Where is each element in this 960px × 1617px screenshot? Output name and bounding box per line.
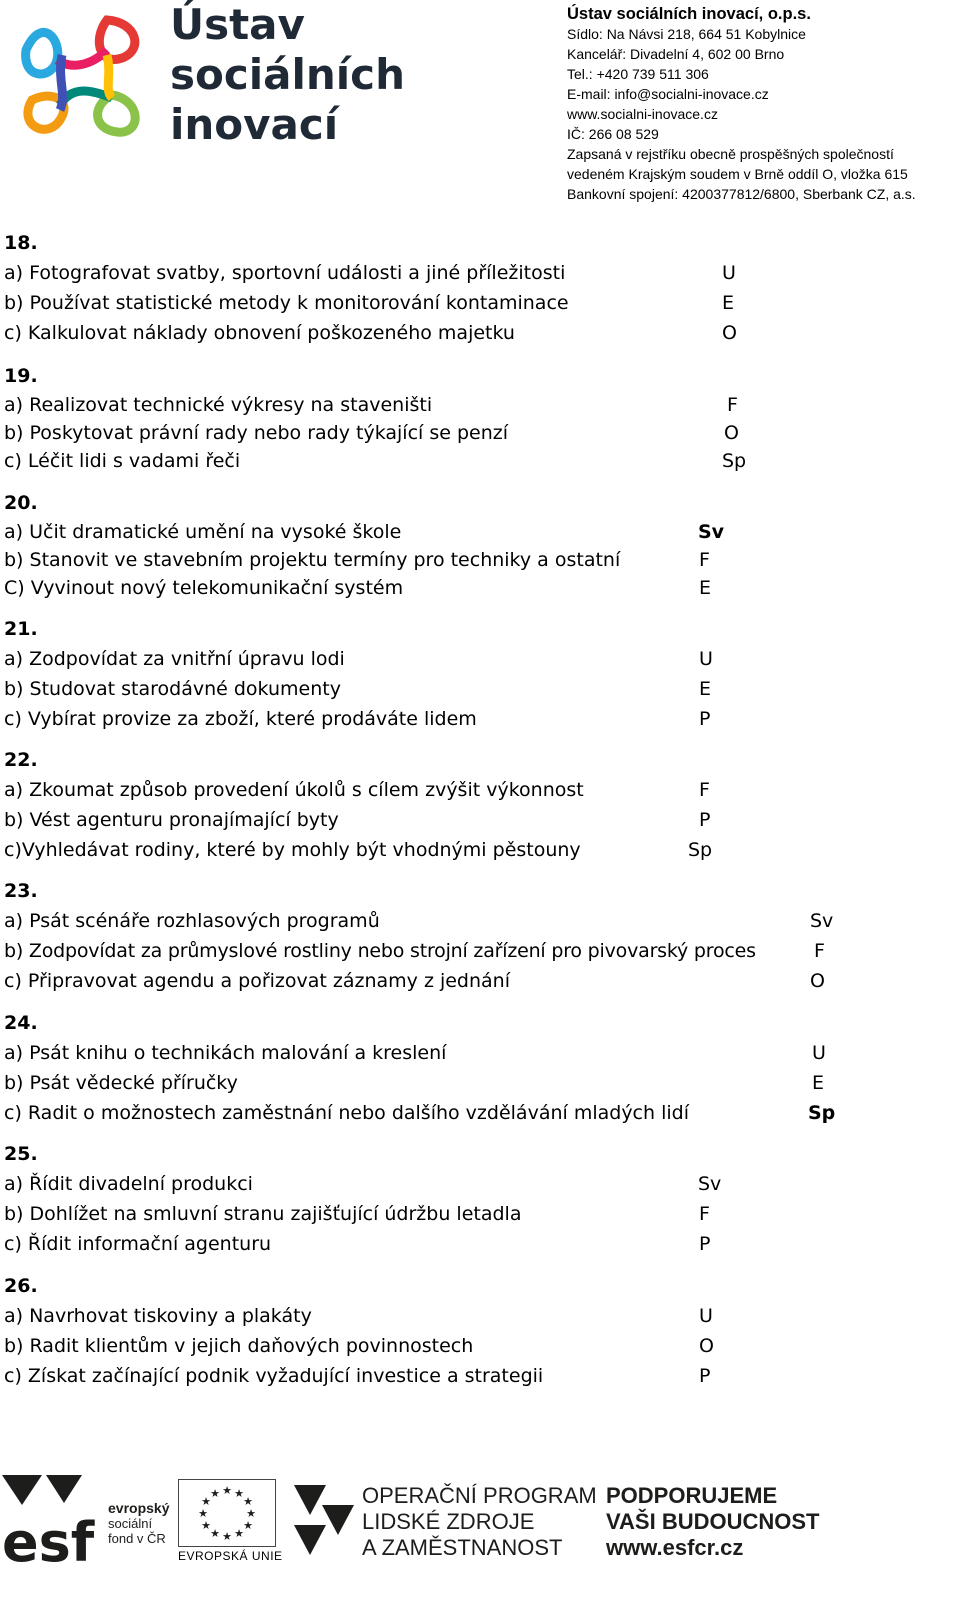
answer-text: c)Vyhledávat rodiny, které by mohly být vhodnými pěstouny	[4, 839, 581, 861]
institute-name-line: sociálních	[170, 50, 405, 99]
answer-row	[4, 805, 904, 835]
question-number: 24.	[4, 1012, 38, 1034]
answer-row	[4, 1229, 904, 1259]
question-number: 19.	[4, 365, 38, 387]
answer-text: b) Psát vědecké příručky	[4, 1072, 238, 1094]
answer-text: c) Řídit informační agenturu	[4, 1233, 272, 1255]
answer-text: a) Řídit divadelní produkci	[4, 1173, 253, 1195]
esf-caption-line: evropský	[108, 1500, 170, 1516]
op-logo	[292, 1475, 597, 1567]
answer-code: O	[699, 1335, 714, 1357]
answer-row	[4, 1038, 904, 1068]
question-number: 23.	[4, 880, 38, 902]
answer-row	[4, 644, 904, 674]
contact-line: IČ: 266 08 529	[567, 126, 659, 142]
answer-text: c) Vybírat provize za zboží, které prodáváte lidem	[4, 708, 477, 730]
contact-line: www.socialni-inovace.cz	[567, 106, 718, 122]
support-line: PODPORUJEME	[606, 1483, 778, 1508]
svg-text:★: ★	[201, 1495, 211, 1508]
answer-code: Sv	[698, 1173, 722, 1195]
answer-text: b) Dohlížet na smluvní stranu zajišťující údržbu letadla	[4, 1203, 522, 1225]
answer-row	[4, 1301, 904, 1331]
answer-text: c) Připravovat agendu a pořizovat záznamy z jednání	[4, 970, 510, 992]
answer-text: b) Stanovit ve stavebním projektu termíny pro techniky a ostatní	[4, 549, 621, 571]
question-block	[4, 228, 904, 348]
svg-text:★: ★	[201, 1519, 211, 1532]
answer-row	[4, 936, 904, 966]
institute-logo-icon	[12, 10, 152, 146]
contact-block	[567, 4, 916, 204]
answer-code: U	[699, 1305, 713, 1327]
answer-row	[4, 1199, 904, 1229]
question-number: 20.	[4, 492, 38, 514]
op-caption-line: OPERAČNÍ PROGRAM	[362, 1483, 597, 1508]
answer-row	[4, 1361, 904, 1391]
answer-code: U	[812, 1042, 826, 1064]
contact-line: Kancelář: Divadelní 4, 602 00 Brno	[567, 46, 785, 62]
esf-emblem-icon	[2, 1475, 106, 1567]
answer-text: a) Zkoumat způsob provedení úkolů s cílem zvýšit výkonnost	[4, 779, 584, 801]
op-emblem-icon	[292, 1475, 356, 1567]
institute-name-line: Ústav	[170, 0, 305, 49]
eu-stars-icon	[178, 1479, 276, 1547]
answer-code: Sp	[688, 839, 713, 861]
answer-row	[4, 1169, 904, 1199]
question-block	[4, 1271, 904, 1391]
answer-code: E	[699, 678, 712, 700]
answer-text: b) Studovat starodávné dokumenty	[4, 678, 341, 700]
answer-row	[4, 704, 904, 734]
question-block	[4, 1139, 904, 1259]
question-number: 18.	[4, 232, 38, 254]
answer-code: Sp	[808, 1102, 836, 1124]
op-caption-line: LIDSKÉ ZDROJE	[362, 1509, 535, 1534]
answer-code: P	[699, 708, 711, 730]
question-block	[4, 361, 904, 475]
eu-logo	[178, 1479, 283, 1563]
answer-row	[4, 258, 904, 288]
answer-text: a) Navrhovat tiskoviny a plakáty	[4, 1305, 312, 1327]
support-url: www.esfcr.cz	[606, 1535, 744, 1560]
svg-text:★: ★	[234, 1487, 244, 1500]
answer-text: b) Radit klientům v jejich daňových povinnostech	[4, 1335, 474, 1357]
esf-logo	[2, 1475, 170, 1567]
answer-code: F	[699, 779, 710, 801]
answer-text: c) Radit o možnostech zaměstnání nebo dalšího vzdělávání mladých lidí	[4, 1102, 689, 1124]
answer-text: a) Fotografovat svatby, sportovní události a jiné příležitosti	[4, 262, 566, 284]
svg-text:★: ★	[210, 1527, 220, 1540]
svg-text:★: ★	[234, 1527, 244, 1540]
svg-text:★: ★	[222, 1484, 232, 1497]
eu-label: EVROPSKÁ UNIE	[178, 1549, 283, 1563]
question-block	[4, 488, 904, 602]
answer-row	[4, 906, 904, 936]
answer-row	[4, 419, 904, 447]
esf-logo-letters: esf	[2, 1511, 95, 1567]
answer-row	[4, 391, 904, 419]
answer-text: a) Psát scénáře rozhlasových programů	[4, 910, 380, 932]
answer-row	[4, 574, 904, 602]
answer-code: O	[810, 970, 825, 992]
answer-code: U	[699, 648, 713, 670]
answer-code: F	[814, 940, 825, 962]
question-block	[4, 745, 904, 865]
answer-code: O	[724, 422, 739, 444]
op-caption	[362, 1483, 597, 1561]
contact-line: Tel.: +420 739 511 306	[567, 66, 709, 82]
answer-row	[4, 318, 904, 348]
answer-text: b) Používat statistické metody k monitorování kontaminace	[4, 292, 569, 314]
answer-row	[4, 1068, 904, 1098]
answer-row	[4, 518, 904, 546]
funding-footer	[0, 1475, 960, 1617]
esf-caption	[108, 1501, 169, 1546]
svg-text:★: ★	[246, 1507, 256, 1520]
answer-row	[4, 835, 904, 865]
institute-name	[170, 0, 405, 150]
answer-row	[4, 288, 904, 318]
answer-text: a) Realizovat technické výkresy na staveništi	[4, 394, 433, 416]
support-line: VAŠI BUDOUCNOST	[606, 1509, 820, 1534]
answer-code: Sp	[722, 450, 747, 472]
svg-text:★: ★	[243, 1495, 253, 1508]
answer-row	[4, 1098, 904, 1128]
answer-code: E	[812, 1072, 825, 1094]
svg-text:★: ★	[198, 1507, 208, 1520]
answer-row	[4, 546, 904, 574]
answer-text: C) Vyvinout nový telekomunikační systém	[4, 577, 404, 599]
support-slogan	[606, 1483, 820, 1561]
institute-name-line: inovací	[170, 100, 339, 149]
contact-line: Zapsaná v rejstříku obecně prospěšných společností	[567, 146, 894, 162]
answer-row	[4, 1331, 904, 1361]
answer-code: P	[699, 1365, 711, 1387]
op-caption-line: A ZAMĚSTNANOST	[362, 1535, 563, 1560]
contact-line: Bankovní spojení: 4200377812/6800, Sberbank CZ, a.s.	[567, 186, 916, 202]
question-number: 21.	[4, 618, 38, 640]
answer-text: b) Vést agenturu pronajímající byty	[4, 809, 339, 831]
question-block	[4, 614, 904, 734]
answer-code: P	[699, 1233, 711, 1255]
esf-caption-line: sociální	[108, 1516, 153, 1531]
answer-text: a) Zodpovídat za vnitřní úpravu lodi	[4, 648, 345, 670]
question-number: 26.	[4, 1275, 38, 1297]
question-block	[4, 1008, 904, 1128]
answer-text: c) Kalkulovat náklady obnovení poškozeného majetku	[4, 322, 515, 344]
answer-code: E	[699, 577, 712, 599]
contact-line: Sídlo: Na Návsi 218, 664 51 Kobylnice	[567, 26, 806, 42]
answer-text: a) Učit dramatické umění na vysoké škole	[4, 521, 402, 543]
answer-text: b) Zodpovídat za průmyslové rostliny nebo strojní zařízení pro pivovarský proces	[4, 940, 756, 962]
answer-text: a) Psát knihu o technikách malování a kreslení	[4, 1042, 447, 1064]
question-number: 25.	[4, 1143, 38, 1165]
answer-code: Sv	[810, 910, 834, 932]
answer-code: O	[722, 322, 737, 344]
answer-code: F	[727, 394, 738, 416]
answer-code: P	[699, 809, 711, 831]
contact-line: E-mail: info@socialni-inovace.cz	[567, 86, 769, 102]
esf-caption-line: fond v ČR	[108, 1531, 166, 1546]
answer-row	[4, 447, 904, 475]
question-number: 22.	[4, 749, 38, 771]
answer-code: E	[722, 292, 735, 314]
answer-code: F	[699, 1203, 710, 1225]
contact-line: vedeném Krajským soudem v Brně oddíl O, vložka 615	[567, 166, 908, 182]
question-block	[4, 876, 904, 996]
answer-row	[4, 966, 904, 996]
answer-code: Sv	[698, 521, 725, 543]
contact-title: Ústav sociálních inovací, o.p.s.	[567, 5, 811, 23]
svg-text:★: ★	[243, 1519, 253, 1532]
answer-row	[4, 674, 904, 704]
svg-text:★: ★	[222, 1530, 232, 1543]
answer-row	[4, 775, 904, 805]
answer-code: U	[722, 262, 736, 284]
answer-code: F	[699, 549, 710, 571]
answer-text: b) Poskytovat právní rady nebo rady týkající se penzí	[4, 422, 509, 444]
answer-text: c) Léčit lidi s vadami řeči	[4, 450, 241, 472]
svg-text:★: ★	[210, 1487, 220, 1500]
answer-text: c) Získat začínající podnik vyžadující investice a strategii	[4, 1365, 544, 1387]
